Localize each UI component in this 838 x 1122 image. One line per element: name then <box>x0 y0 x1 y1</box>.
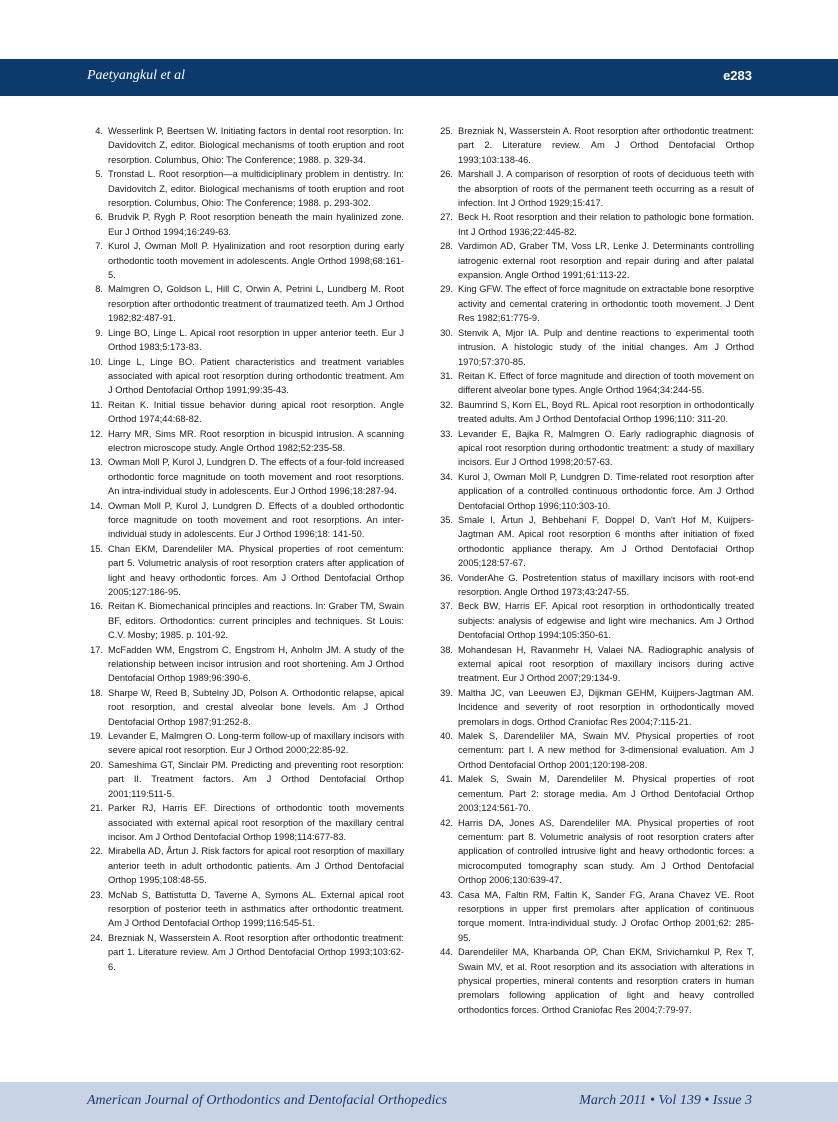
reference-text: Levander E, Bajka R, Malmgren O. Early radiographic diagnosis of apical root resorption during orthodontic treatment: a study of maxillary incisors. Eur J Orthod 1998;20:57-63. <box>458 428 754 468</box>
reference-number: 23. <box>90 889 103 900</box>
reference-number: 37. <box>440 601 453 612</box>
reference-item <box>87 398 404 427</box>
reference-item <box>437 470 754 513</box>
reference-number: 32. <box>440 399 453 410</box>
reference-text: Kurol J, Owman Moll P, Lundgren D. Time-related root resorption after application of a controlled continuous orthodontic force. Am J Orthod Dentofacial Orthop 1996;110:303-10. <box>458 471 754 511</box>
reference-number: 27. <box>440 212 453 223</box>
reference-number: 25. <box>440 126 453 136</box>
reference-text: Brezniak N, Wasserstein A. Root resorption after orthodontic treatment: part 1. Literature review. Am J Orthod Dentofacial Orthop 1993;103:62-6. <box>108 932 404 972</box>
reference-text: Reitan K. Effect of force magnitude and direction of tooth movement on different alveolar bone types. Angle Orthod 1964;34:244-55. <box>458 370 754 396</box>
reference-item <box>87 686 404 729</box>
reference-number: 34. <box>440 471 453 482</box>
reference-item <box>437 513 754 571</box>
reference-item <box>437 888 754 946</box>
reference-text: Owman Moll P, Kurol J, Lundgren D. Effects of a doubled orthodontic force magnitude on tooth movement and root resorptions. An inter-individual study in adolescents. Eur J Orthod 1996;18: 141-50. <box>108 500 404 540</box>
reference-text: Chan EKM, Darendeliler MA. Physical properties of root cementum: part 5. Volumetric analysis of root resorption craters after application of light and heavy orthodontic forces. Am J Orthod Dentofacial Orthop 2005;127:186-95. <box>108 543 404 597</box>
reference-number: 36. <box>440 572 453 583</box>
reference-item <box>437 427 754 470</box>
reference-text: Sharpe W, Reed B, Subtelny JD, Polson A. Orthodontic relapse, apical root resorption, and crestal alveolar bone levels. Am J Orthod Dentofacial Orthop 1987;91:252-8. <box>108 687 404 727</box>
reference-text: Levander E, Malmgren O. Long-term follow-up of maxillary incisors with severe apical root resorption. Eur J Orthod 2000;22:85-92. <box>108 731 404 756</box>
reference-number: 24. <box>90 932 103 943</box>
reference-number: 11. <box>90 399 103 410</box>
reference-number: 8. <box>95 284 103 295</box>
reference-text: Brezniak N, Wasserstein A. Root resorption after orthodontic treatment: part 2. Literature review. Am J Orthod Dentofacial Orthop 1993;103:138-46. <box>458 126 754 165</box>
reference-item <box>437 210 754 239</box>
reference-text: McFadden WM, Engstrom C, Engstrom H, Anholm JM. A study of the relationship between incisor intrusion and root shortening. Am J Orthod Dentofacial Orthop 1989;96:390-6. <box>108 644 404 684</box>
reference-item <box>437 571 754 600</box>
reference-item <box>437 686 754 729</box>
reference-number: 13. <box>90 457 103 468</box>
footer-bar <box>0 1082 838 1122</box>
reference-text: Tronstad L. Root resorption—a multidiciplinary problem in dentistry. In: Davidovitch Z, editor. Biological mechanisms of tooth eruption and root resorption. Columbus, Ohio: The Conference; 1988. p. 293-302. <box>108 169 404 209</box>
reference-text: Beck BW, Harris EF. Apical root resorption in orthodontically treated subjects: analysis of edgewise and light wire mechanics. Am J Orthod Dentofacial Orthop 1994;105:350-61. <box>458 601 754 641</box>
reference-item <box>437 398 754 427</box>
reference-item <box>87 542 404 600</box>
reference-item <box>87 599 404 642</box>
reference-number: 6. <box>95 212 103 223</box>
reference-item <box>437 326 754 369</box>
reference-number: 19. <box>90 731 103 742</box>
reference-text: Maltha JC, van Leeuwen EJ, Dijkman GEHM, Kuijpers-Jagtman AM. Incidence and severity of root resorption in orthodontically moved premolars in dogs. Orthod Craniofac Res 2004;7:115-21. <box>458 687 754 727</box>
reference-text: Stenvik A, Mjor IA. Pulp and dentine reactions to experimental tooth intrusion. A histologic study of the initial changes. Am J Orthod 1970;57:370-85. <box>458 327 754 367</box>
reference-item <box>437 369 754 398</box>
reference-item <box>437 816 754 888</box>
reference-text: Malmgren O, Goldson L, Hill C, Orwin A, Petrini L, Lundberg M. Root resorption after orthodontic treatment of traumatized teeth. Am J Orthod 1982;82:487-91. <box>108 284 404 324</box>
reference-item <box>87 282 404 325</box>
journal-name: American Journal of Orthodontics and Dentofacial Orthopedics <box>87 1093 448 1108</box>
reference-item <box>437 772 754 815</box>
reference-item <box>87 355 404 398</box>
reference-text: Linge BO, Linge L. Apical root resorption in upper anterior teeth. Eur J Orthod 1983;5:173-83. <box>108 327 404 353</box>
reference-item <box>87 239 404 282</box>
reference-number: 15. <box>90 543 103 554</box>
reference-item <box>87 124 404 167</box>
reference-text: Mohandesan H, Ravanmehr H, Valaei NA. Radiographic analysis of external apical root resorption of maxillary incisors during active treatment. Eur J Orthod 2007;29:134-9. <box>458 644 754 684</box>
reference-item <box>437 599 754 642</box>
reference-item <box>87 167 404 210</box>
reference-number: 21. <box>90 803 103 814</box>
reference-number: 39. <box>440 687 453 698</box>
reference-text: Marshall J. A comparison of resorption of roots of deciduous teeth with the absorption of roots of the permanent teeth occurring as a result of infection. Int J Orthod 1929;15:417. <box>458 169 754 209</box>
reference-item <box>437 167 754 210</box>
reference-item <box>437 124 754 167</box>
reference-number: 16. <box>90 601 103 612</box>
reference-number: 38. <box>440 644 453 655</box>
reference-item <box>87 931 404 974</box>
page-number: e283 <box>723 68 752 83</box>
reference-text: Beck H. Root resorption and their relation to pathologic bone formation. Int J Orthod 1936;22:445-82. <box>458 212 754 237</box>
reference-number: 33. <box>440 428 453 439</box>
reference-number: 14. <box>90 500 103 511</box>
reference-text: Malek S, Darendeliler MA, Swain MV. Physical properties of root cementum: part I. A new method for 3-dimensional evaluation. Am J Orthod Dentofacial Orthop 2001;120:198-208. <box>458 731 754 770</box>
reference-number: 18. <box>90 687 103 698</box>
reference-item <box>87 844 404 887</box>
reference-number: 44. <box>440 947 453 958</box>
reference-item <box>87 210 404 239</box>
reference-number: 42. <box>440 817 453 828</box>
reference-number: 4. <box>95 126 103 136</box>
reference-number: 31. <box>440 370 453 381</box>
reference-text: Casa MA, Faltin RM, Faltin K, Sander FG, Arana Chavez VE. Root resorptions in upper first premolars after application of continuous torque moment. Intra-individual study. J Orofac Orthop 2001;62: 285-95. <box>458 889 754 943</box>
reference-text: VonderAhe G. Postretention status of maxillary incisors with root-end resorption. Angle Orthod 1973;43:247-55. <box>458 572 754 597</box>
reference-number: 20. <box>90 759 103 770</box>
header-bar <box>0 59 838 96</box>
reference-item <box>87 427 404 456</box>
reference-text: Kurol J, Owman Moll P. Hyalinization and root resorption during early orthodontic tooth movement in adolescents. Angle Orthod 1998;68:161-5. <box>108 241 404 281</box>
reference-columns <box>87 124 754 1017</box>
reference-number: 9. <box>95 327 103 338</box>
reference-text: Mirabella AD, Årtun J. Risk factors for apical root resorption of maxillary anterior teeth in adult orthodontic patients. Am J Orthod Dentofacial Orthop 1995;108:48-55. <box>108 846 404 886</box>
reference-text: King GFW. The effect of force magnitude on extractable bone resorptive activity and cemental cratering in orthodontic tooth movement. J Dent Res 1982;61:775-9. <box>458 284 754 324</box>
reference-item <box>87 643 404 686</box>
reference-item <box>437 282 754 325</box>
reference-column-right <box>437 124 754 1017</box>
reference-item <box>437 729 754 772</box>
reference-number: 5. <box>95 169 103 180</box>
reference-number: 26. <box>440 169 453 180</box>
reference-item <box>87 455 404 498</box>
reference-item <box>437 239 754 282</box>
reference-item <box>87 888 404 931</box>
reference-number: 28. <box>440 241 453 252</box>
reference-item <box>87 801 404 844</box>
reference-number: 22. <box>90 846 103 857</box>
reference-text: Parker RJ, Harris EF. Directions of orthodontic tooth movements associated with external apical root resorption of the maxillary central incisor. Am J Orthod Dentofacial Orthop 1998;114:677-83. <box>108 803 404 842</box>
reference-column-left <box>87 124 404 1017</box>
reference-number: 40. <box>440 731 453 742</box>
reference-text: Baumrind S, Korn EL, Boyd RL. Apical root resorption in orthodontically treated adults. Am J Orthod Dentofacial Orthop 1996;110: 311-20. <box>458 399 754 425</box>
reference-item <box>87 499 404 542</box>
reference-text: Malek S, Swain M, Darendeliler M. Physical properties of root cementum. Part 2: storage media. Am J Orthod Dentofacial Orthop 2003;124:561-70. <box>458 774 754 814</box>
reference-text: Brudvik P, Rygh P. Root resorption beneath the main hyalinized zone. Eur J Orthod 1994;16:249-63. <box>108 212 404 237</box>
reference-number: 30. <box>440 327 453 338</box>
reference-number: 35. <box>440 514 453 525</box>
reference-number: 43. <box>440 889 453 900</box>
issue-info: March 2011 • Vol 139 • Issue 3 <box>579 1093 752 1108</box>
reference-item <box>87 326 404 355</box>
reference-text: Darendeliler MA, Kharbanda OP, Chan EKM, Srivicharnkul P, Rex T, Swain MV, et al. Root resorption and its association with alterations in physical properties, mineral contents and resorption craters in human premolars following application of light and heavy controlled orthodontics forces. Orthod Craniofac Res 2004;7:79-97. <box>458 947 754 1015</box>
reference-text: Sameshima GT, Sinclair PM. Predicting and preventing root resorption: part II. Treatment factors. Am J Orthod Dentofacial Orthop 2001;119:511-5. <box>108 759 404 799</box>
reference-text: Harry MR, Sims MR. Root resorption in bicuspid intrusion. A scanning electron microscope study. Angle Orthod 1982;52:235-58. <box>108 428 404 453</box>
running-head-authors: Paetyangkul et al <box>87 68 185 83</box>
reference-text: Linge L, Linge BO. Patient characteristics and treatment variables associated with apical root resorption during orthodontic treatment. Am J Orthod Dentofacial Orthop 1991;99:35-43. <box>108 356 404 396</box>
reference-text: Owman Moll P, Kurol J, Lundgren D. The effects of a four-fold increased orthodontic force magnitude on tooth movement and root resorptions. An intra-individual study in adolescents. Eur J Orthod 1996;18:287-94. <box>108 457 404 497</box>
reference-number: 10. <box>90 356 103 367</box>
reference-text: Harris DA, Jones AS, Darendeliler MA. Physical properties of root cementum: part 8. Volumetric analysis of root resorption craters after application of controlled intrusive light and heavy orthodontic forces: a microcomputed tomography scan study. Am J Orthod Dentofacial Orthop 2006;130:639-47. <box>458 817 754 886</box>
reference-number: 12. <box>90 428 103 439</box>
reference-number: 7. <box>95 241 103 252</box>
reference-text: Vardimon AD, Graber TM, Voss LR, Lenke J. Determinants controlling iatrogenic external root resorption and repair during and after palatal expansion. Angle Orthod 1991;61:113-22. <box>458 241 754 281</box>
reference-number: 41. <box>440 774 453 785</box>
reference-item <box>87 729 404 758</box>
reference-item <box>87 758 404 801</box>
reference-text: Wesserlink P, Beertsen W. Initiating factors in dental root resorption. In: Davidovitch Z, editor. Biological mechanisms of tooth eruption and root resorption. Columbus, Ohio: The Conference; 1988. p. 329-34. <box>108 126 404 165</box>
reference-item <box>437 643 754 686</box>
reference-item <box>437 945 754 1017</box>
reference-text: McNab S, Battistutta D, Taverne A, Symons AL. External apical root resorption of posterior teeth in asthmatics after orthodontic treatment. Am J Orthod Dentofacial Orthop 1999;116:545-51. <box>108 889 404 929</box>
reference-number: 17. <box>90 644 103 655</box>
reference-text: Reitan K. Initial tissue behavior during apical root resorption. Angle Orthod 1974;44:68-82. <box>108 399 404 425</box>
reference-text: Smale I, Årtun J, Behbehani F, Doppel D, Van't Hof M, Kuijpers-Jagtman AM. Apical root resorption 6 months after initiation of fixed orthodontic appliance therapy. Am J Orthod Dentofacial Orthop 2005;128:57-67. <box>458 514 754 569</box>
reference-number: 29. <box>440 284 453 295</box>
reference-text: Reitan K. Biomechanical principles and reactions. In: Graber TM, Swain BF, editors. Orthodontics: current principles and techniques. St Louis: C.V. Mosby; 1985. p. 101-92. <box>108 601 404 641</box>
